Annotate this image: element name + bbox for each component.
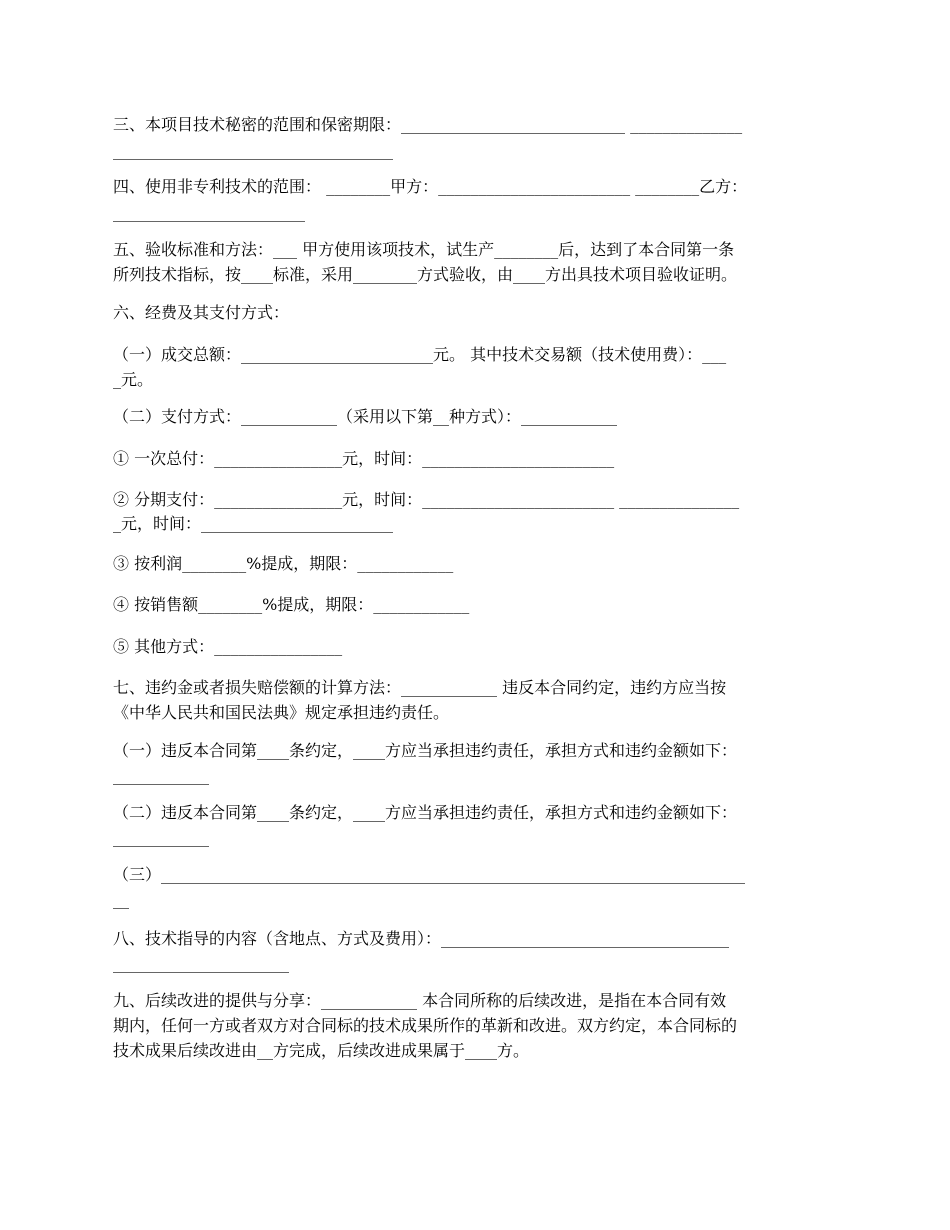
clause-9-line-3: 技术成果后续改进由__方完成，后续改进成果属于____方。 — [113, 1041, 530, 1060]
clause-6-1-line-1: （一）成交总额：________________________元。 其中技术交易额（技术使用费）：___ — [113, 345, 727, 364]
clause-3-line-2: ___________________________________ — [113, 141, 393, 160]
payment-option-2-line-2: _元，时间：________________________ — [113, 514, 394, 533]
clause-5-line-2: 所列技术指标，按____标准，采用________方式验收，由____方出具技术项目验收证明。 — [113, 265, 738, 284]
payment-option-5: ⑤ 其他方式：________________ — [113, 637, 343, 656]
clause-6-heading: 六、经费及其支付方式： — [113, 303, 290, 322]
payment-option-3: ③ 按利润________%提成，期限：____________ — [113, 554, 454, 573]
clause-7-line-2: 《中华人民共和国民法典》规定承担违约责任。 — [113, 703, 450, 722]
payment-option-1: ① 一次总付：________________元，时间：________________________ — [113, 449, 615, 468]
clause-7-2-line-1: （二）违反本合同第____条约定，____方应当承担违约责任，承担方式和违约金额如下： — [113, 803, 738, 822]
clause-7-3-line-2: __ — [113, 890, 129, 909]
clause-7-3-line-1: （三）_________________________________________________________________________ — [113, 865, 746, 884]
clause-4-line-1: 四、使用非专利技术的范围： ________甲方：________________________ ________乙方： — [113, 177, 748, 196]
clause-9-line-1: 九、后续改进的提供与分享：____________ 本合同所称的后续改进，是指在本合同有效 — [113, 991, 727, 1010]
payment-option-2-line-1: ② 分期支付：________________元，时间：________________________ _______________ — [113, 490, 740, 509]
clause-6-1-line-2: _元。 — [113, 370, 154, 389]
clause-8-line-1: 八、技术指导的内容（含地点、方式及费用）：____________________________________ — [113, 929, 730, 948]
clause-7-1-line-1: （一）违反本合同第____条约定，____方应当承担违约责任，承担方式和违约金额如下： — [113, 741, 738, 760]
clause-8-line-2: ______________________ — [113, 954, 289, 973]
clause-5-line-1: 五、验收标准和方法：___ 甲方使用该项技术，试生产________后，达到了本合同第一条 — [113, 240, 735, 259]
clause-6-2-line: （二）支付方式：____________（采用以下第__种方式）：____________ — [113, 407, 618, 426]
clause-9-line-2: 期内，任何一方或者双方对合同标的技术成果所作的革新和改进。双方约定，本合同标的 — [113, 1016, 738, 1035]
clause-7-1-line-2: ____________ — [113, 766, 209, 785]
clause-4-line-2: ________________________ — [113, 203, 305, 222]
clause-7-line-1: 七、违约金或者损失赔偿额的计算方法：____________ 违反本合同约定，违约方应当按 — [113, 678, 727, 697]
payment-option-4: ④ 按销售额________%提成，期限：____________ — [113, 595, 470, 614]
clause-7-2-line-2: ____________ — [113, 828, 209, 847]
clause-3-line-1: 三、本项目技术秘密的范围和保密期限：____________________________ ______________ — [113, 115, 743, 134]
